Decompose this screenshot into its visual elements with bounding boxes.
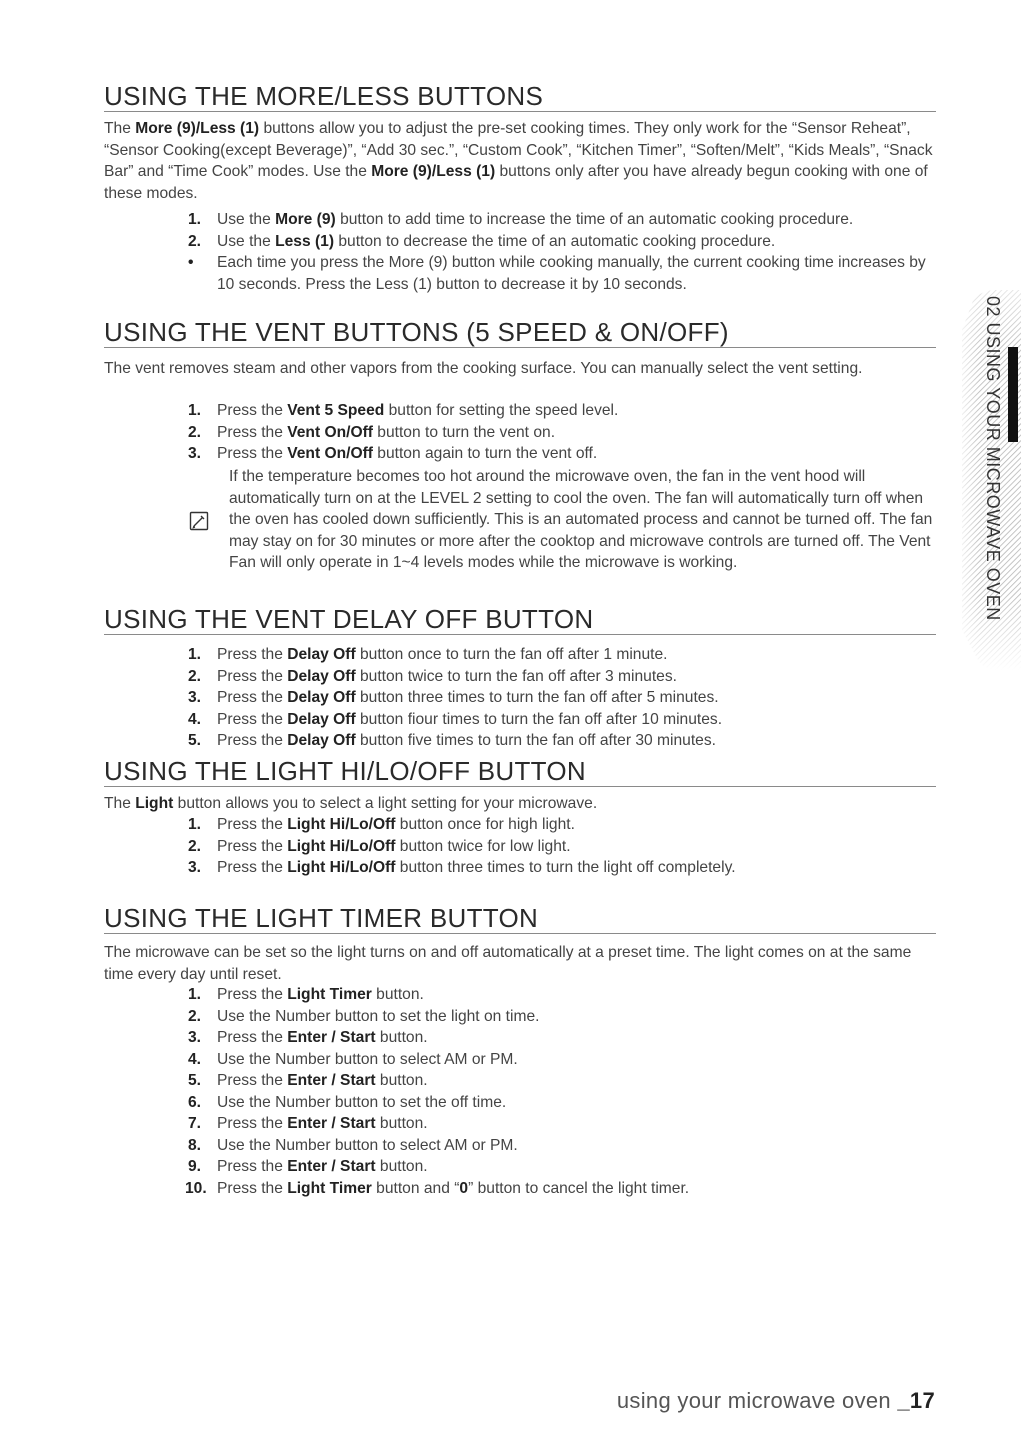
text-run: button to decrease the time of an automatic cooking procedure. bbox=[334, 232, 776, 250]
text-run: Use the Number button to select AM or PM. bbox=[217, 1136, 518, 1154]
text-run: button. bbox=[371, 986, 424, 1003]
step-number: 1. bbox=[188, 646, 202, 663]
text-run: The bbox=[104, 795, 136, 812]
step-number: 1. bbox=[188, 816, 202, 833]
steps-list-delay-off bbox=[188, 644, 928, 752]
button-name-emphasis: Vent 5 Speed bbox=[287, 402, 385, 419]
text-run: Press the bbox=[217, 859, 288, 876]
text-run: Each time you press the More (9) button while cooking manually, the current cooking time increases by 10 seconds. Press the Less (1) button to decrease it by 10 seconds. bbox=[217, 254, 926, 293]
step-number: 2. bbox=[188, 1007, 202, 1025]
text-run: Press the bbox=[217, 1179, 288, 1197]
list-item bbox=[188, 1049, 928, 1071]
list-item bbox=[188, 984, 928, 1006]
step-number: 4. bbox=[188, 710, 202, 728]
step-number: 2. bbox=[188, 667, 202, 685]
text-run: button. bbox=[375, 1072, 428, 1089]
text-run: button twice for low light. bbox=[395, 837, 571, 855]
text-run: ” button to cancel the light timer. bbox=[468, 1179, 690, 1197]
step-number: 9. bbox=[188, 1158, 202, 1175]
text-run: Press the bbox=[217, 423, 288, 441]
step-number: 3. bbox=[188, 859, 202, 876]
step-number: 1. bbox=[188, 402, 202, 419]
steps-list-vent bbox=[188, 400, 928, 465]
section-intro-light-timer bbox=[104, 942, 944, 985]
text-run: Press the bbox=[217, 837, 288, 855]
list-item bbox=[188, 231, 928, 253]
section-intro-vent bbox=[104, 358, 904, 380]
button-name-emphasis: Vent On/Off bbox=[287, 445, 373, 462]
step-number: 2. bbox=[188, 232, 202, 250]
list-item bbox=[188, 1070, 928, 1092]
list-item bbox=[188, 209, 928, 231]
text-run: Press the bbox=[217, 402, 288, 419]
step-number: 10. bbox=[185, 1179, 207, 1197]
section-intro-more-less bbox=[104, 118, 944, 204]
button-name-emphasis: 0 bbox=[459, 1179, 469, 1197]
text-run: The bbox=[104, 120, 136, 137]
text-run: Press the bbox=[217, 1115, 288, 1132]
step-number: 2. bbox=[188, 837, 202, 855]
text-run: button allows you to select a light setting for your microwave. bbox=[173, 795, 598, 812]
text-run: button to add time to increase the time of an automatic cooking procedure. bbox=[335, 211, 854, 228]
step-number: 7. bbox=[188, 1115, 202, 1132]
list-item bbox=[188, 443, 928, 465]
bullet-marker: • bbox=[188, 254, 194, 271]
text-run: Use the Number button to set the off time. bbox=[217, 1093, 507, 1111]
step-number: 1. bbox=[188, 211, 202, 228]
step-number: 6. bbox=[188, 1093, 202, 1111]
list-item bbox=[185, 1178, 928, 1200]
button-name-emphasis: Enter / Start bbox=[287, 1072, 376, 1089]
text-run: button and “ bbox=[371, 1179, 460, 1197]
button-name-emphasis: Enter / Start bbox=[287, 1158, 376, 1175]
text-run: Press the bbox=[217, 445, 288, 462]
button-name-emphasis: Delay Off bbox=[287, 732, 356, 749]
list-item bbox=[188, 857, 928, 879]
button-name-emphasis: Delay Off bbox=[287, 689, 356, 706]
text-run: Press the bbox=[217, 710, 288, 728]
text-run: button for setting the speed level. bbox=[384, 402, 619, 419]
section-intro-light bbox=[104, 793, 944, 815]
text-run: button. bbox=[375, 1115, 428, 1132]
text-run: button fiour times to turn the fan off after 10 minutes. bbox=[355, 710, 723, 728]
footer-text: using your microwave oven bbox=[616, 1388, 891, 1413]
text-run: Use the Number button to set the light on time. bbox=[217, 1007, 540, 1025]
chapter-tab-marker bbox=[1008, 347, 1018, 442]
text-run: button to turn the vent on. bbox=[372, 423, 556, 441]
step-number: 5. bbox=[188, 1072, 202, 1089]
page-number: _17 bbox=[897, 1388, 935, 1413]
steps-list-more-less bbox=[188, 209, 928, 295]
vent-note-text: If the temperature becomes too hot around the microwave oven, the fan in the vent hood will automatically turn on at the LEVEL 2 setting to cool the oven. The fan will automatically turn off when the oven has cooled down sufficiently. This is an automated process and cannot be turned off. The fan may stay on for 30 minutes or more after the cooktop and microwave controls are turned off. The Vent Fan will only operate in 1~4 levels modes while the microwave is working. bbox=[229, 468, 933, 571]
button-name-emphasis: More (9)/Less (1) bbox=[371, 163, 496, 180]
list-item bbox=[188, 1113, 928, 1135]
step-number: 4. bbox=[188, 1050, 202, 1068]
list-item bbox=[188, 400, 928, 422]
button-name-emphasis: Light bbox=[135, 795, 174, 812]
text-run: button again to turn the vent off. bbox=[372, 445, 598, 462]
button-name-emphasis: Less (1) bbox=[275, 232, 335, 250]
button-name-emphasis: Delay Off bbox=[287, 667, 356, 685]
text-run: button twice to turn the fan off after 3 minutes. bbox=[355, 667, 677, 685]
text-run: Press the bbox=[217, 986, 288, 1003]
text-run: The microwave can be set so the light turns on and off automatically at a preset time. The light comes on at the same time every day until reset. bbox=[104, 944, 912, 983]
list-item bbox=[188, 1006, 928, 1028]
text-run: Press the bbox=[217, 1029, 288, 1046]
text-run: button once to turn the fan off after 1 minute. bbox=[355, 646, 668, 663]
text-run: Press the bbox=[217, 1158, 288, 1175]
text-run: Use the bbox=[217, 232, 276, 250]
step-number: 8. bbox=[188, 1136, 202, 1154]
text-run: Use the Number button to select AM or PM. bbox=[217, 1050, 518, 1068]
list-item bbox=[188, 252, 928, 295]
list-item bbox=[188, 666, 928, 688]
list-item bbox=[188, 422, 928, 444]
step-number: 3. bbox=[188, 1029, 202, 1046]
section-heading-light: USING THE LIGHT HI/LO/OFF BUTTON bbox=[104, 756, 936, 787]
button-name-emphasis: Light Hi/Lo/Off bbox=[287, 859, 396, 876]
text-run: button. bbox=[375, 1029, 428, 1046]
step-number: 2. bbox=[188, 423, 202, 441]
note-icon bbox=[189, 511, 209, 531]
text-run: button three times to turn the light off completely. bbox=[395, 859, 736, 876]
text-run: Press the bbox=[217, 816, 288, 833]
text-run: Press the bbox=[217, 667, 288, 685]
chapter-tab-label: 02 USING YOUR MICROWAVE OVEN bbox=[983, 296, 1003, 621]
button-name-emphasis: Light Hi/Lo/Off bbox=[287, 816, 396, 833]
text-run: button. bbox=[375, 1158, 428, 1175]
text-run: Press the bbox=[217, 646, 288, 663]
text-run: button once for high light. bbox=[395, 816, 575, 833]
page-footer bbox=[617, 1388, 935, 1414]
text-run: button three times to turn the fan off after 5 minutes. bbox=[355, 689, 719, 706]
section-heading-delay-off: USING THE VENT DELAY OFF BUTTON bbox=[104, 604, 936, 635]
text-run: Press the bbox=[217, 732, 288, 749]
list-item bbox=[188, 730, 928, 752]
text-run: button five times to turn the fan off after 30 minutes. bbox=[355, 732, 716, 749]
button-name-emphasis: Enter / Start bbox=[287, 1115, 376, 1132]
button-name-emphasis: Vent On/Off bbox=[287, 423, 373, 441]
step-number: 3. bbox=[188, 445, 202, 462]
steps-list-light-timer bbox=[185, 984, 928, 1199]
text-run: buttons allow you to adjust the pre-set cooking times. They only work for the “Sensor Reheat”, “Sensor Cooking(except Beverage)”, “Add 30 sec.”, “Custom Cook”, “Kitchen Timer”, “Soften/Melt”, “Kids Meals”, “Snack Bar” and “Time Cook” modes. Use the bbox=[104, 120, 933, 180]
button-name-emphasis: More (9)/Less (1) bbox=[135, 120, 260, 137]
list-item bbox=[188, 814, 928, 836]
section-heading-light-timer: USING THE LIGHT TIMER BUTTON bbox=[104, 903, 936, 934]
text-run: buttons only after you have already begun cooking with one of these modes. bbox=[104, 163, 928, 202]
steps-list-light bbox=[188, 814, 928, 879]
list-item bbox=[188, 644, 928, 666]
text-run: The vent removes steam and other vapors from the cooking surface. You can manually select the vent setting. bbox=[104, 360, 863, 377]
list-item bbox=[188, 1156, 928, 1178]
button-name-emphasis: Light Hi/Lo/Off bbox=[287, 837, 396, 855]
button-name-emphasis: Delay Off bbox=[287, 646, 356, 663]
button-name-emphasis: Light Timer bbox=[287, 986, 372, 1003]
list-item bbox=[188, 1027, 928, 1049]
text-run: Press the bbox=[217, 1072, 288, 1089]
list-item bbox=[188, 1092, 928, 1114]
section-heading-vent: USING THE VENT BUTTONS (5 SPEED & ON/OFF) bbox=[104, 317, 936, 348]
step-number: 3. bbox=[188, 689, 202, 706]
section-heading-more-less: USING THE MORE/LESS BUTTONS bbox=[104, 81, 936, 112]
list-item bbox=[188, 836, 928, 858]
button-name-emphasis: More (9) bbox=[275, 211, 336, 228]
list-item bbox=[188, 687, 928, 709]
button-name-emphasis: Delay Off bbox=[287, 710, 356, 728]
list-item bbox=[188, 1135, 928, 1157]
button-name-emphasis: Enter / Start bbox=[287, 1029, 376, 1046]
list-item bbox=[188, 709, 928, 731]
text-run: Press the bbox=[217, 689, 288, 706]
step-number: 5. bbox=[188, 732, 202, 749]
button-name-emphasis: Light Timer bbox=[287, 1179, 372, 1197]
text-run: Use the bbox=[217, 211, 276, 228]
step-number: 1. bbox=[188, 986, 202, 1003]
